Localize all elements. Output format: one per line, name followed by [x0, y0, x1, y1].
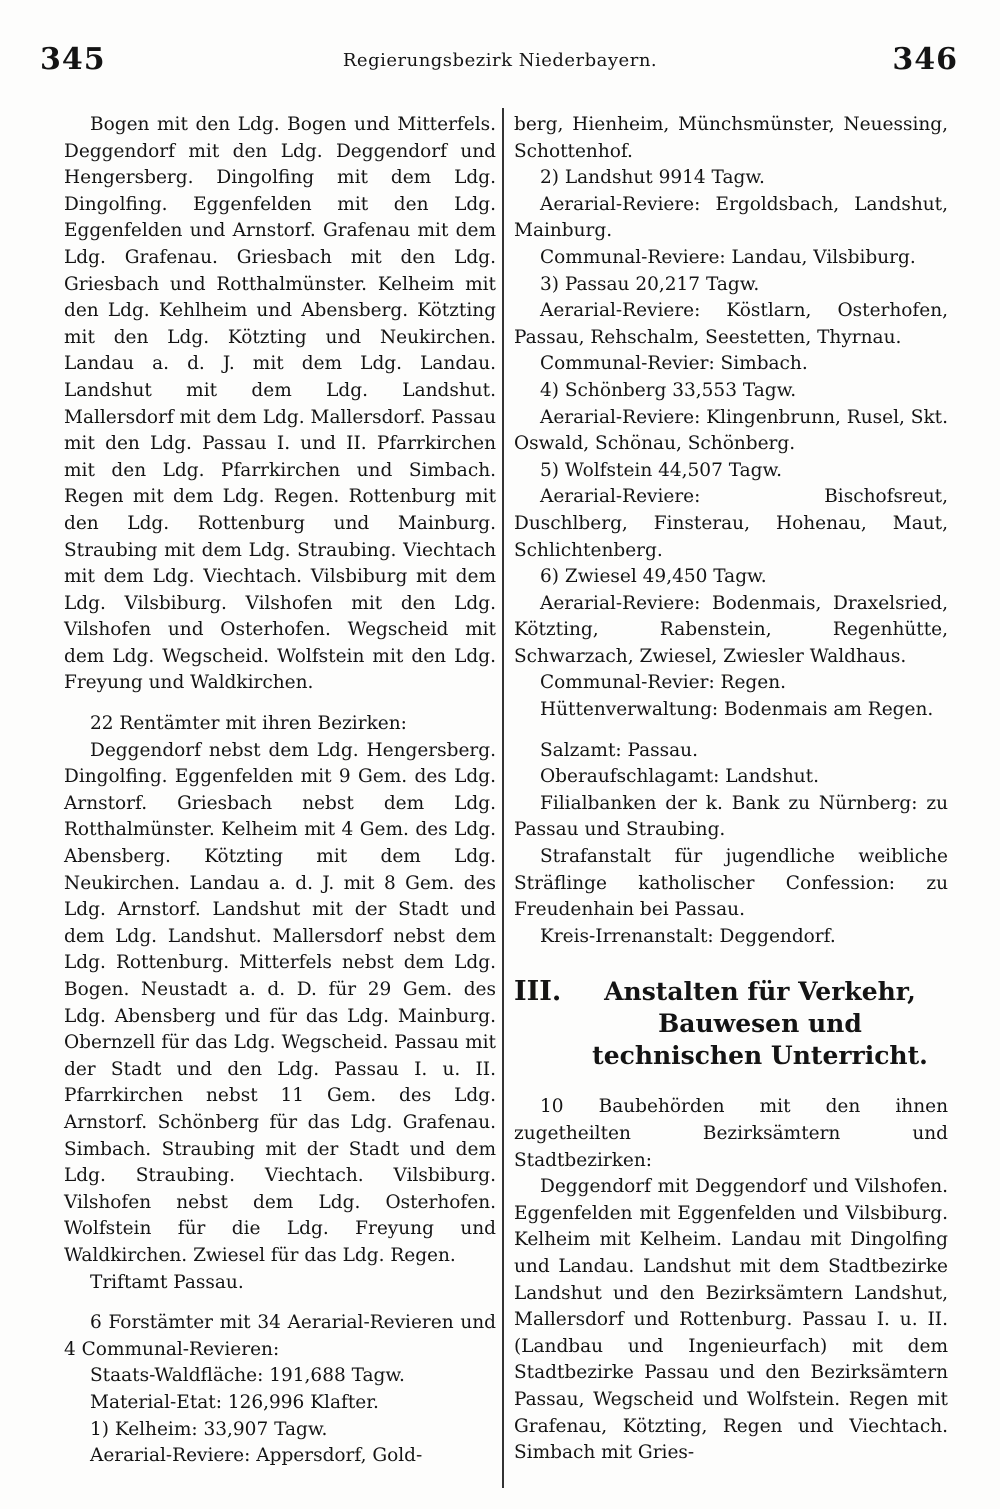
section-title: Anstalten für Verkehr, Bauwesen und technischen Unterricht. [592, 977, 928, 1071]
forstamt-wolfstein: 5) Wolfstein 44,507 Tagw. [540, 459, 783, 481]
forstamt-passau: 3) Passau 20,217 Tagw. [540, 273, 760, 295]
kelheim-aerarial: Aerarial-Reviere: Appersdorf, Gold- [90, 1445, 423, 1467]
forstamt-kelheim: 1) Kelheim: 33,907 Tagw. [90, 1418, 328, 1440]
zwiesel-aerarial: Aerarial-Reviere: Bodenmais, Draxelsried, Kötzting, Rabenstein, Regenhütte, Schwarzach, Zwiesel, Zwiesler Waldhaus. [514, 592, 948, 667]
rentamter-heading: 22 Rentämter mit ihren Bezirken: [90, 713, 407, 735]
column-divider [502, 108, 504, 1488]
wolfstein-aerarial: Aerarial-Reviere: Bischofsreut, Duschlberg, Finsterau, Hohenau, Maut, Schlichtenberg. [514, 486, 948, 561]
rentamter-list: Deggendorf nebst dem Ldg. Hengersberg. Dingolfing. Eggenfelden mit 9 Gem. des Ldg. Arnstorf. Griesbach nebst dem Ldg. Rotthalmünster. Kelheim mit 4 Gem. des Ldg. Abensberg. Kötzting mit dem Ldg. Neukirchen. Landau a. d. J. mit 8 Gem. des Ldg. Arnstorf. Landshut mit der Stadt und dem Ldg. Landshut. Mallersdorf nebst dem Ldg. Rottenburg. Mitterfels nebst dem Ldg. Bogen. Neustadt a. d. D. für 29 Gem. des Ldg. Abensberg und für das Ldg. Mainburg. Obernzell für das Ldg. Wegscheid. Passau mit der Stadt und den Ldg. Passau I. u. II. Pfarrkirchen nebst 11 Gem. des Ldg. Arnstorf. Schönberg für das Ldg. Grafenau. Simbach. Straubing mit der Stadt und dem Ldg. Straubing. Viechtach. Vilsbiburg. Vilshofen nebst dem Ldg. Osterhofen. Wolfstein für die Ldg. Freyung und Waldkirchen. Zwiesel für das Ldg. Regen. [64, 739, 496, 1266]
left-column [64, 112, 496, 1470]
kreis-irrenanstalt: Kreis-Irrenanstalt: Deggendorf. [540, 925, 836, 947]
landshut-communal: Communal-Reviere: Landau, Vilsbiburg. [540, 246, 916, 268]
bezirksgerichte-list: Bogen mit den Ldg. Bogen und Mitterfels. Deggendorf mit den Ldg. Deggendorf und Hengersberg. Dingolfing mit dem Ldg. Dingolfing. Eggenfelden mit den Ldg. Eggenfelden und Arnstorf. Grafenau mit dem Ldg. Grafenau. Griesbach mit den Ldg. Griesbach und Rotthalmünster. Kelheim mit den Ldg. Kehlheim und Abensberg. Kötzting mit den Ldg. Kötzting und Neukirchen. Landau a. d. J. mit dem Ldg. Landau. Landshut mit dem Ldg. Landshut. Mallersdorf mit dem Ldg. Mallersdorf. Passau mit den Ldg. Passau I. und II. Pfarrkirchen mit den Ldg. Pfarrkirchen und Simbach. Regen mit dem Ldg. Regen. Rottenburg mit den Ldg. Rottenburg und Mainburg. Straubing mit dem Ldg. Straubing. Viechtach mit dem Ldg. Viechtach. Vilsbiburg mit dem Ldg. Vilsbiburg. Vilshofen mit den Ldg. Vilshofen und Osterhofen. Wegscheid mit dem Ldg. Wegscheid. Wolfstein mit den Ldg. Freyung und Waldkirchen. [64, 114, 496, 694]
forstamt-zwiesel: 6) Zwiesel 49,450 Tagw. [540, 566, 767, 588]
oberaufschlagamt: Oberaufschlagamt: Landshut. [540, 766, 819, 788]
page-number-left: 345 [40, 42, 106, 77]
material-etat: Material-Etat: 126,996 Klafter. [90, 1391, 379, 1413]
strafanstalt: Strafanstalt für jugendliche weibliche Sträflinge katholischer Confession: zu Freudenhain bei Passau. [514, 846, 948, 921]
zwiesel-communal: Communal-Revier: Regen. [540, 672, 787, 694]
forstamt-landshut: 2) Landshut 9914 Tagw. [540, 167, 765, 189]
forstamter-heading: 6 Forstämter mit 34 Aerarial-Revieren und 4 Communal-Revieren: [64, 1312, 496, 1360]
passau-communal: Communal-Revier: Simbach. [540, 353, 808, 375]
page-number-right: 346 [892, 42, 958, 77]
section-number: III. [514, 976, 562, 1008]
schoenberg-aerarial: Aerarial-Reviere: Klingenbrunn, Rusel, Skt. Oswald, Schönau, Schönberg. [514, 406, 948, 455]
staats-waldflaeche: Staats-Waldfläche: 191,688 Tagw. [90, 1365, 405, 1387]
section-heading [514, 976, 948, 1072]
baubehoerden-heading: 10 Baubehörden mit den ihnen zugetheilten Bezirksämtern und Stadtbezirken: [514, 1096, 948, 1171]
passau-aerarial: Aerarial-Reviere: Köstlarn, Osterhofen, Passau, Rehschalm, Seestetten, Thyrnau. [514, 300, 948, 348]
filialbanken: Filialbanken der k. Bank zu Nürnberg: zu Passau und Straubing. [514, 792, 948, 841]
salzamt: Salzamt: Passau. [540, 739, 698, 761]
huettenverwaltung: Hüttenverwaltung: Bodenmais am Regen. [540, 699, 934, 721]
running-title: Regierungsbezirk Niederbayern. [342, 50, 658, 71]
page-header [0, 42, 1000, 92]
baubehoerden-list: Deggendorf mit Deggendorf und Vilshofen. Eggenfelden mit Eggenfelden und Vilsbiburg. Kelheim mit Kelheim. Landau mit Dingolfing und Landau. Landshut mit dem Stadtbezirke Landshut und den Bezirksämtern Landshut, Mallersdorf und Rottenburg. Passau I. u. II. (Landbau und Ingenieurfach) mit dem Stadtbezirke Passau und den Bezirksämtern Passau, Wegscheid und Wolfstein. Regen mit Grafenau, Kötzting, Regen und Viechtach. Simbach mit Gries- [514, 1176, 948, 1464]
kelheim-aerarial-cont: berg, Hienheim, Münchsmünster, Neuessing, Schottenhof. [514, 114, 948, 162]
triftamt: Triftamt Passau. [90, 1271, 244, 1293]
landshut-aerarial: Aerarial-Reviere: Ergoldsbach, Landshut, Mainburg. [514, 193, 948, 242]
forstamt-schoenberg: 4) Schönberg 33,553 Tagw. [540, 379, 797, 401]
right-column [514, 112, 948, 1467]
